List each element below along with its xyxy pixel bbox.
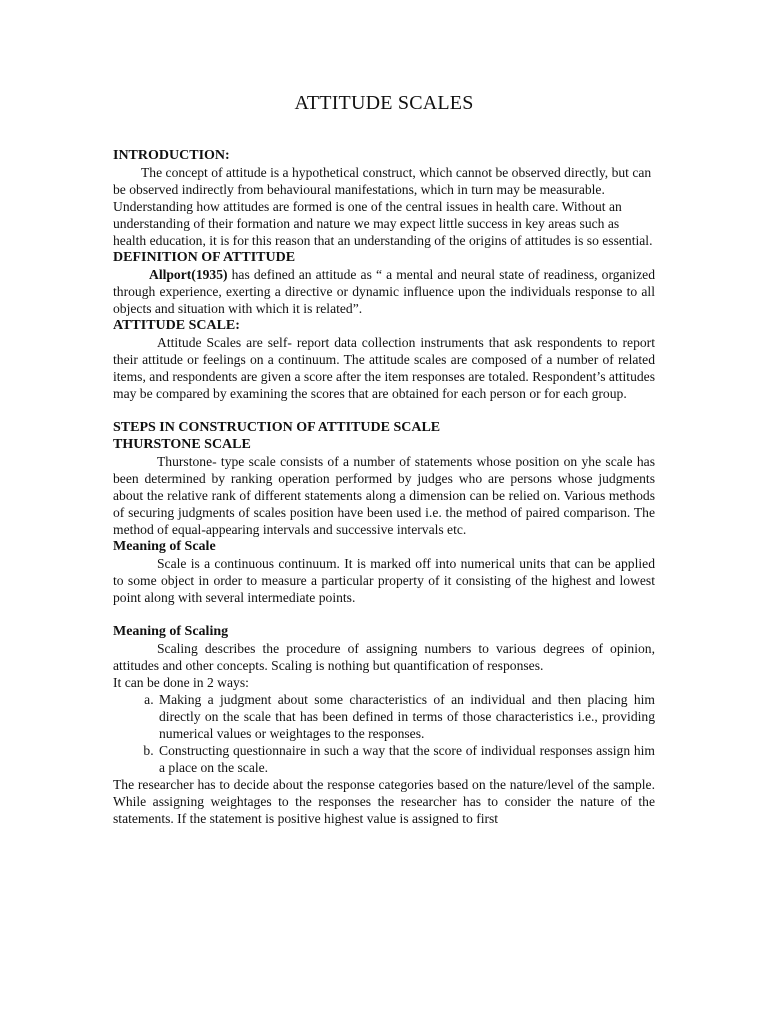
thurstone-heading: THURSTONE SCALE <box>113 437 251 452</box>
definition-author: Allport(1935) <box>149 267 228 282</box>
attitude-scale-heading: ATTITUDE SCALE: <box>113 318 240 333</box>
list-item: b. Constructing questionnaire in such a way that the score of individual responses assign him a place on the scale. <box>157 742 655 776</box>
definition-text <box>113 266 655 317</box>
scaling-ways-list <box>113 691 655 776</box>
meaning-of-scale-text: Scale is a continuous continuum. It is marked off into numerical units that can be applied to some object in order to measure a particular property of it consisting of the highest and lowest point along with several intermediate points. <box>113 556 655 605</box>
spacer <box>113 606 655 623</box>
closing-text: The researcher has to decide about the response categories based on the nature/level of the sample. While assigning weightages to the responses the researcher has to consider the nature of the statements. If the statement is positive highest value is assigned to first <box>113 777 655 826</box>
introduction-text: The concept of attitude is a hypothetical construct, which cannot be observed directly, but can be observed indirectly from behavioural manifestations, which in turn may be measurable. Understanding how attitudes are formed is one of the central issues in health care. Without an understanding of their formation and nature we may expect little success in key areas such as health education, it is for this reason that an understanding of the origins of attitudes is so essential. <box>113 165 653 248</box>
introduction-heading: INTRODUCTION: <box>113 148 230 163</box>
list-item: a. Making a judgment about some characteristics of an individual and then placing him directly on the scale that has been defined in terms of those characteristics i.e., providing numerical values or weightages to the responses. <box>157 691 655 742</box>
definition-body: has defined an attitude as “ a mental and neural state of readiness, organized through experience, exerting a directive or dynamic influence upon the individuals response to all objects and situation with which it is related”. <box>113 267 655 316</box>
steps-heading: STEPS IN CONSTRUCTION OF ATTITUDE SCALE <box>113 420 441 435</box>
ways-text: It can be done in 2 ways: <box>113 675 249 690</box>
meaning-of-scaling-text: Scaling describes the procedure of assigning numbers to various degrees of opinion, attitudes and other concepts. Scaling is nothing but quantification of responses. <box>113 641 655 673</box>
meaning-of-scale-heading: Meaning of Scale <box>113 539 216 554</box>
document-page <box>113 92 655 827</box>
definition-heading: DEFINITION OF ATTITUDE <box>113 250 296 265</box>
attitude-scale-text: Attitude Scales are self- report data collection instruments that ask respondents to report their attitude or feelings on a continuum. The attitude scales are composed of a number of related items, and respondents are given a score after the item responses are totaled. Respondent’s attitudes may be compared by examining the scores that are obtained for each person or for each group. <box>113 335 655 401</box>
thurstone-text: Thurstone- type scale consists of a number of statements whose position on yhe scale has been determined by ranking operation performed by judges who are persons whose judgments about the relative rank of different statements along a dimension can be relied on. Various methods of securing judgments of scales position have been used i.e. the method of paired comparison. The method of equal-appearing intervals and successive intervals etc. <box>113 454 655 537</box>
document-title: ATTITUDE SCALES <box>294 92 474 114</box>
meaning-of-scaling-heading: Meaning of Scaling <box>113 624 229 639</box>
spacer <box>113 402 655 419</box>
